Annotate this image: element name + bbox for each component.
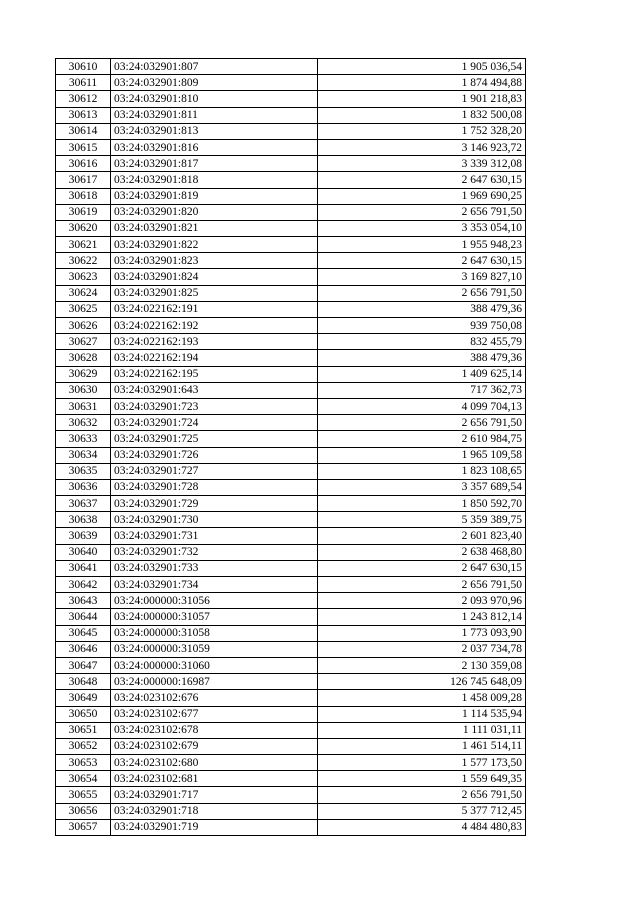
table-row <box>56 722 526 738</box>
cadastral-value-cell: 126 745 648,09 <box>318 674 526 690</box>
cadastral-value-cell: 2 647 630,15 <box>318 253 526 269</box>
table-row <box>56 382 526 398</box>
table-row <box>56 528 526 544</box>
row-number-cell: 30644 <box>56 609 111 625</box>
cadastral-value-cell: 1 823 108,65 <box>318 463 526 479</box>
table-row <box>56 657 526 673</box>
cadastral-value-cell: 5 377 712,45 <box>318 803 526 819</box>
cadastral-value-cell: 1 243 812,14 <box>318 609 526 625</box>
cadastral-number-cell: 03:24:032901:821 <box>111 220 318 236</box>
row-number-cell: 30643 <box>56 593 111 609</box>
cadastral-number-cell: 03:24:032901:823 <box>111 253 318 269</box>
cadastral-number-cell: 03:24:032901:725 <box>111 431 318 447</box>
cadastral-number-cell: 03:24:032901:819 <box>111 188 318 204</box>
table-row <box>56 334 526 350</box>
cadastral-number-cell: 03:24:032901:734 <box>111 577 318 593</box>
cadastral-number-cell: 03:24:000000:31059 <box>111 641 318 657</box>
cadastral-value-cell: 2 656 791,50 <box>318 415 526 431</box>
row-number-cell: 30635 <box>56 463 111 479</box>
row-number-cell: 30645 <box>56 625 111 641</box>
row-number-cell: 30615 <box>56 139 111 155</box>
cadastral-number-cell: 03:24:032901:730 <box>111 512 318 528</box>
table-row <box>56 706 526 722</box>
table-row <box>56 431 526 447</box>
row-number-cell: 30654 <box>56 771 111 787</box>
table-body <box>56 59 526 836</box>
cadastral-value-cell: 939 750,08 <box>318 318 526 334</box>
cadastral-number-cell: 03:24:000000:31056 <box>111 593 318 609</box>
cadastral-value-cell: 2 647 630,15 <box>318 172 526 188</box>
table-row <box>56 496 526 512</box>
table-row <box>56 674 526 690</box>
row-number-cell: 30655 <box>56 787 111 803</box>
table-row <box>56 91 526 107</box>
row-number-cell: 30620 <box>56 220 111 236</box>
cadastral-value-cell: 1 577 173,50 <box>318 755 526 771</box>
cadastral-value-cell: 2 610 984,75 <box>318 431 526 447</box>
table-row <box>56 285 526 301</box>
cadastral-number-cell: 03:24:032901:718 <box>111 803 318 819</box>
cadastral-number-cell: 03:24:000000:31060 <box>111 657 318 673</box>
cadastral-value-cell: 2 656 791,50 <box>318 787 526 803</box>
table-row <box>56 641 526 657</box>
table-row <box>56 609 526 625</box>
table-row <box>56 398 526 414</box>
cadastral-value-cell: 2 656 791,50 <box>318 204 526 220</box>
cadastral-number-cell: 03:24:032901:723 <box>111 398 318 414</box>
cadastral-number-cell: 03:24:032901:816 <box>111 139 318 155</box>
cadastral-number-cell: 03:24:032901:724 <box>111 415 318 431</box>
cadastral-number-cell: 03:24:032901:728 <box>111 479 318 495</box>
table-row <box>56 755 526 771</box>
table-row <box>56 787 526 803</box>
row-number-cell: 30642 <box>56 577 111 593</box>
cadastral-number-cell: 03:24:032901:822 <box>111 237 318 253</box>
row-number-cell: 30614 <box>56 123 111 139</box>
cadastral-value-cell: 388 479,36 <box>318 301 526 317</box>
table-row <box>56 172 526 188</box>
table-row <box>56 803 526 819</box>
cadastral-number-cell: 03:24:022162:194 <box>111 350 318 366</box>
row-number-cell: 30628 <box>56 350 111 366</box>
cadastral-value-cell: 4 099 704,13 <box>318 398 526 414</box>
cadastral-number-cell: 03:24:022162:192 <box>111 318 318 334</box>
row-number-cell: 30619 <box>56 204 111 220</box>
table-row <box>56 625 526 641</box>
cadastral-number-cell: 03:24:032901:813 <box>111 123 318 139</box>
table-row <box>56 350 526 366</box>
cadastral-number-cell: 03:24:032901:733 <box>111 560 318 576</box>
table-row <box>56 366 526 382</box>
row-number-cell: 30636 <box>56 479 111 495</box>
row-number-cell: 30652 <box>56 738 111 754</box>
cadastral-value-cell: 1 461 514,11 <box>318 738 526 754</box>
cadastral-value-cell: 1 955 948,23 <box>318 237 526 253</box>
cadastral-number-cell: 03:24:032901:727 <box>111 463 318 479</box>
row-number-cell: 30646 <box>56 641 111 657</box>
cadastral-value-cell: 1 559 649,35 <box>318 771 526 787</box>
cadastral-number-cell: 03:24:032901:809 <box>111 75 318 91</box>
cadastral-value-cell: 717 362,73 <box>318 382 526 398</box>
row-number-cell: 30647 <box>56 657 111 673</box>
cadastral-number-cell: 03:24:023102:676 <box>111 690 318 706</box>
cadastral-value-cell: 1 111 031,11 <box>318 722 526 738</box>
cadastral-number-cell: 03:24:032901:726 <box>111 447 318 463</box>
table-row <box>56 123 526 139</box>
row-number-cell: 30624 <box>56 285 111 301</box>
cadastral-number-cell: 03:24:022162:193 <box>111 334 318 350</box>
table-row <box>56 771 526 787</box>
row-number-cell: 30632 <box>56 415 111 431</box>
table-row <box>56 188 526 204</box>
cadastral-number-cell: 03:24:032901:731 <box>111 528 318 544</box>
row-number-cell: 30637 <box>56 496 111 512</box>
cadastral-value-cell: 2 093 970,96 <box>318 593 526 609</box>
cadastral-number-cell: 03:24:032901:818 <box>111 172 318 188</box>
row-number-cell: 30622 <box>56 253 111 269</box>
table-row <box>56 479 526 495</box>
row-number-cell: 30631 <box>56 398 111 414</box>
table-row <box>56 690 526 706</box>
cadastral-value-cell: 1 458 009,28 <box>318 690 526 706</box>
cadastral-value-cell: 1 773 093,90 <box>318 625 526 641</box>
table-row <box>56 139 526 155</box>
table-row <box>56 415 526 431</box>
row-number-cell: 30625 <box>56 301 111 317</box>
row-number-cell: 30651 <box>56 722 111 738</box>
cadastral-number-cell: 03:24:023102:680 <box>111 755 318 771</box>
row-number-cell: 30627 <box>56 334 111 350</box>
table-row <box>56 301 526 317</box>
row-number-cell: 30657 <box>56 819 111 835</box>
row-number-cell: 30610 <box>56 59 111 75</box>
table-row <box>56 156 526 172</box>
table-row <box>56 593 526 609</box>
cadastral-number-cell: 03:24:032901:643 <box>111 382 318 398</box>
cadastral-value-table <box>55 58 526 836</box>
cadastral-value-cell: 1 114 535,94 <box>318 706 526 722</box>
table-row <box>56 220 526 236</box>
cadastral-number-cell: 03:24:032901:732 <box>111 544 318 560</box>
cadastral-value-cell: 1 965 109,58 <box>318 447 526 463</box>
table-row <box>56 544 526 560</box>
cadastral-number-cell: 03:24:023102:677 <box>111 706 318 722</box>
cadastral-value-cell: 3 353 054,10 <box>318 220 526 236</box>
table-row <box>56 738 526 754</box>
cadastral-number-cell: 03:24:000000:16987 <box>111 674 318 690</box>
cadastral-value-cell: 4 484 480,83 <box>318 819 526 835</box>
cadastral-value-cell: 2 656 791,50 <box>318 285 526 301</box>
row-number-cell: 30630 <box>56 382 111 398</box>
table-row <box>56 560 526 576</box>
cadastral-number-cell: 03:24:032901:719 <box>111 819 318 835</box>
cadastral-value-cell: 3 357 689,54 <box>318 479 526 495</box>
row-number-cell: 30623 <box>56 269 111 285</box>
cadastral-number-cell: 03:24:032901:825 <box>111 285 318 301</box>
cadastral-number-cell: 03:24:032901:717 <box>111 787 318 803</box>
row-number-cell: 30650 <box>56 706 111 722</box>
table-row <box>56 819 526 835</box>
table-row <box>56 577 526 593</box>
cadastral-number-cell: 03:24:023102:681 <box>111 771 318 787</box>
row-number-cell: 30612 <box>56 91 111 107</box>
cadastral-value-cell: 2 647 630,15 <box>318 560 526 576</box>
cadastral-number-cell: 03:24:000000:31057 <box>111 609 318 625</box>
row-number-cell: 30634 <box>56 447 111 463</box>
row-number-cell: 30617 <box>56 172 111 188</box>
row-number-cell: 30613 <box>56 107 111 123</box>
cadastral-number-cell: 03:24:032901:817 <box>111 156 318 172</box>
row-number-cell: 30656 <box>56 803 111 819</box>
cadastral-value-cell: 388 479,36 <box>318 350 526 366</box>
cadastral-number-cell: 03:24:032901:729 <box>111 496 318 512</box>
cadastral-number-cell: 03:24:032901:820 <box>111 204 318 220</box>
row-number-cell: 30633 <box>56 431 111 447</box>
row-number-cell: 30611 <box>56 75 111 91</box>
cadastral-value-cell: 2 638 468,80 <box>318 544 526 560</box>
cadastral-value-cell: 3 146 923,72 <box>318 139 526 155</box>
table-row <box>56 512 526 528</box>
cadastral-number-cell: 03:24:032901:811 <box>111 107 318 123</box>
cadastral-number-cell: 03:24:032901:810 <box>111 91 318 107</box>
cadastral-number-cell: 03:24:022162:191 <box>111 301 318 317</box>
cadastral-number-cell: 03:24:000000:31058 <box>111 625 318 641</box>
table-row <box>56 59 526 75</box>
cadastral-number-cell: 03:24:022162:195 <box>111 366 318 382</box>
table-row <box>56 269 526 285</box>
cadastral-value-cell: 5 359 389,75 <box>318 512 526 528</box>
cadastral-value-cell: 1 850 592,70 <box>318 496 526 512</box>
table-row <box>56 463 526 479</box>
row-number-cell: 30653 <box>56 755 111 771</box>
cadastral-value-cell: 1 874 494,88 <box>318 75 526 91</box>
table-row <box>56 253 526 269</box>
cadastral-value-cell: 1 409 625,14 <box>318 366 526 382</box>
row-number-cell: 30649 <box>56 690 111 706</box>
cadastral-number-cell: 03:24:032901:807 <box>111 59 318 75</box>
row-number-cell: 30648 <box>56 674 111 690</box>
cadastral-value-cell: 2 130 359,08 <box>318 657 526 673</box>
cadastral-number-cell: 03:24:023102:679 <box>111 738 318 754</box>
row-number-cell: 30639 <box>56 528 111 544</box>
cadastral-number-cell: 03:24:032901:824 <box>111 269 318 285</box>
cadastral-value-cell: 1 905 036,54 <box>318 59 526 75</box>
cadastral-value-cell: 2 656 791,50 <box>318 577 526 593</box>
cadastral-value-cell: 832 455,79 <box>318 334 526 350</box>
row-number-cell: 30621 <box>56 237 111 253</box>
table-row <box>56 107 526 123</box>
cadastral-value-cell: 2 601 823,40 <box>318 528 526 544</box>
cadastral-value-cell: 2 037 734,78 <box>318 641 526 657</box>
row-number-cell: 30629 <box>56 366 111 382</box>
cadastral-value-cell: 3 339 312,08 <box>318 156 526 172</box>
cadastral-number-cell: 03:24:023102:678 <box>111 722 318 738</box>
row-number-cell: 30638 <box>56 512 111 528</box>
table-row <box>56 447 526 463</box>
table-row <box>56 237 526 253</box>
cadastral-value-cell: 1 752 328,20 <box>318 123 526 139</box>
row-number-cell: 30626 <box>56 318 111 334</box>
cadastral-value-cell: 1 901 218,83 <box>318 91 526 107</box>
cadastral-value-cell: 1 832 500,08 <box>318 107 526 123</box>
row-number-cell: 30641 <box>56 560 111 576</box>
cadastral-value-cell: 1 969 690,25 <box>318 188 526 204</box>
row-number-cell: 30640 <box>56 544 111 560</box>
row-number-cell: 30616 <box>56 156 111 172</box>
table-row <box>56 318 526 334</box>
row-number-cell: 30618 <box>56 188 111 204</box>
cadastral-value-cell: 3 169 827,10 <box>318 269 526 285</box>
table-row <box>56 75 526 91</box>
table-row <box>56 204 526 220</box>
